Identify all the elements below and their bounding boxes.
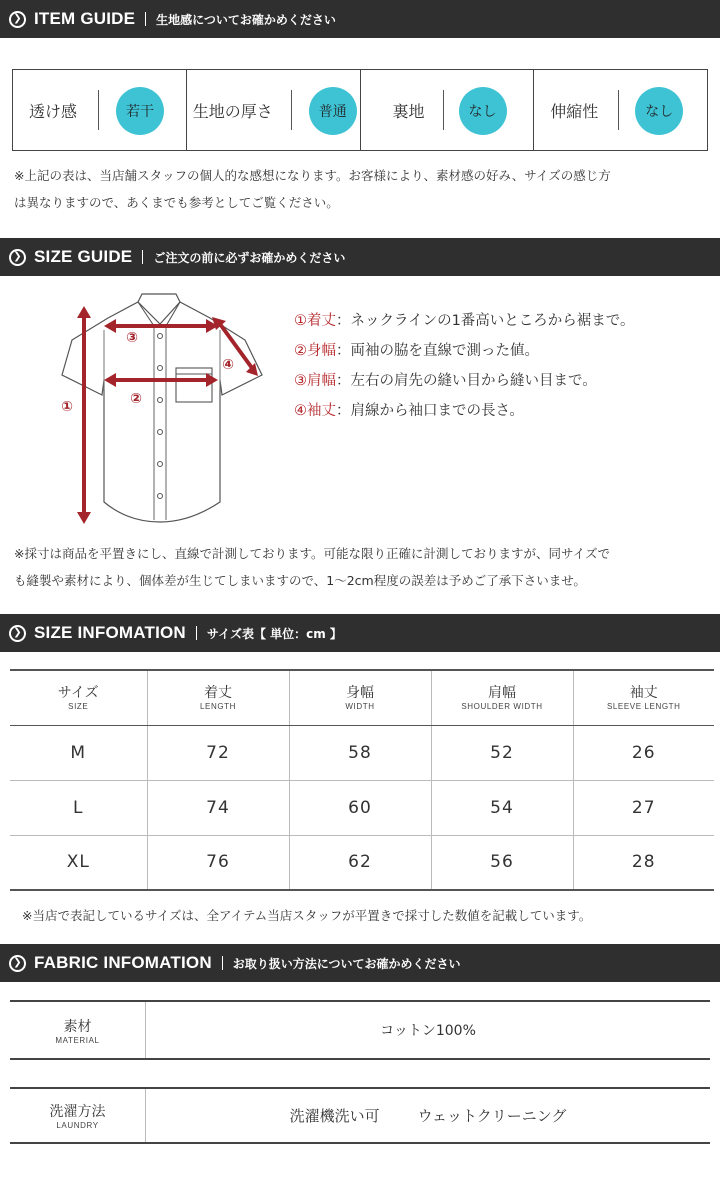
note-line: は異なりますので、あくまでも参考としてご覧ください。 — [14, 195, 339, 210]
sleeve-cell: 26 — [573, 725, 714, 780]
divider — [443, 90, 444, 130]
size-cell: M — [10, 725, 147, 780]
definition-item — [294, 306, 635, 336]
note-line: ※上記の表は、当店舗スタッフの個人的な感想になります。お客様により、素材感の好み、サイズの感じ方 — [14, 168, 611, 183]
chevron-right-icon: ❯ — [9, 11, 26, 28]
chevron-right-icon: ❯ — [9, 625, 26, 642]
table-row — [10, 725, 714, 780]
size-guide-header — [0, 238, 720, 276]
fabric-info-header — [0, 944, 720, 982]
divider — [196, 626, 197, 640]
size-info-header — [0, 614, 720, 652]
sleeve-cell: 28 — [573, 835, 714, 890]
size-guide-note — [14, 540, 610, 594]
section-subtitle: お取り扱い方法についてお確かめください — [232, 956, 461, 971]
section-subtitle: サイズ表【 単位：cm 】 — [206, 626, 342, 641]
item-guide-label: 伸縮性 — [550, 101, 599, 121]
laundry-value — [146, 1089, 710, 1142]
section-subtitle: ご注文の前に必ずお確かめください — [153, 250, 346, 265]
item-guide-cell — [187, 70, 361, 150]
definition-desc: ：左右の肩先の縫い目から縫い目まで。 — [336, 373, 597, 389]
marker-3: ③ — [126, 330, 138, 346]
item-guide-badge: 若干 — [116, 87, 164, 135]
item-guide-label: 裏地 — [392, 101, 425, 121]
column-header: 身幅 WIDTH — [289, 670, 431, 725]
item-guide-badge: なし — [635, 87, 683, 135]
laundry-header — [10, 1089, 146, 1142]
length-cell: 76 — [147, 835, 289, 890]
section-title: SIZE INFOMATION — [34, 623, 186, 642]
marker-1: ① — [61, 399, 73, 415]
definition-term: ③肩幅 — [294, 373, 336, 389]
laundry-label-en: LAUNDRY — [56, 1121, 99, 1130]
definition-item — [294, 336, 635, 366]
column-header: 着丈 LENGTH — [147, 670, 289, 725]
table-header-row — [10, 670, 714, 725]
item-guide-cell — [534, 70, 707, 150]
material-value: コットン100% — [380, 1023, 476, 1039]
note-line: ※採寸は商品を平置きにし、直線で計測しております。可能な限り正確に計測しておりますが、同サイズで — [14, 546, 610, 561]
definition-desc: ：両袖の脇を直線で測った値。 — [336, 343, 539, 359]
width-cell: 58 — [289, 725, 431, 780]
item-guide-badge: 普通 — [309, 87, 357, 135]
item-guide-badge: なし — [459, 87, 507, 135]
table-row — [10, 780, 714, 835]
shirt-diagram — [50, 290, 270, 530]
item-guide-cell — [13, 70, 187, 150]
column-header: サイズ SIZE — [10, 670, 147, 725]
definition-desc: ：ネックラインの1番高いところから裾まで。 — [336, 313, 635, 329]
shoulder-cell: 52 — [431, 725, 573, 780]
divider — [142, 250, 143, 264]
definition-item — [294, 396, 635, 426]
divider — [222, 956, 223, 970]
divider — [618, 90, 619, 130]
section-title: ITEM GUIDE — [34, 9, 136, 28]
column-header: 肩幅 SHOULDER WIDTH — [431, 670, 573, 725]
item-guide-note — [14, 162, 611, 216]
definition-term: ②身幅 — [294, 343, 336, 359]
column-header: 袖丈 SLEEVE LENGTH — [573, 670, 714, 725]
item-guide-label: 生地の厚さ — [192, 101, 273, 121]
definition-term: ①着丈 — [294, 313, 336, 329]
item-guide-cell — [361, 70, 535, 150]
material-row — [10, 1000, 710, 1060]
table-row — [10, 835, 714, 890]
marker-4: ④ — [222, 357, 234, 373]
definition-item — [294, 366, 635, 396]
chevron-right-icon: ❯ — [9, 249, 26, 266]
item-guide-table — [12, 69, 708, 151]
size-definitions — [294, 306, 635, 426]
material-label-en: MATERIAL — [55, 1035, 100, 1045]
section-subtitle: 生地感についてお確かめください — [156, 12, 336, 27]
section-title: FABRIC INFOMATION — [34, 953, 212, 972]
divider — [145, 12, 146, 26]
divider — [291, 90, 292, 130]
laundry-label: 洗濯方法 — [49, 1104, 106, 1120]
shoulder-cell: 54 — [431, 780, 573, 835]
width-cell: 60 — [289, 780, 431, 835]
note-line: も縫製や素材により、個体差が生じてしまいますので、1〜2cm程度の誤差は予めご了承下さいませ。 — [14, 573, 586, 588]
item-guide-label: 透け感 — [29, 101, 78, 121]
material-header — [10, 1002, 146, 1058]
item-guide-header — [0, 0, 720, 38]
material-label: 素材 — [63, 1018, 92, 1035]
marker-2: ② — [130, 391, 142, 407]
laundry-value-2: ウェットクリーニング — [417, 1107, 567, 1125]
width-cell: 62 — [289, 835, 431, 890]
size-table — [10, 669, 714, 891]
sleeve-cell: 27 — [573, 780, 714, 835]
chevron-right-icon: ❯ — [9, 955, 26, 972]
definition-desc: ：肩線から袖口までの長さ。 — [336, 403, 524, 419]
size-cell: XL — [10, 835, 147, 890]
laundry-value-1: 洗濯機洗い可 — [289, 1107, 380, 1125]
size-info-note: ※当店で表記しているサイズは、全アイテム当店スタッフが平置きで採寸した数値を記載しています。 — [22, 908, 592, 923]
length-cell: 72 — [147, 725, 289, 780]
section-title: SIZE GUIDE — [34, 247, 133, 266]
size-cell: L — [10, 780, 147, 835]
shoulder-cell: 56 — [431, 835, 573, 890]
definition-term: ④袖丈 — [294, 403, 336, 419]
laundry-row — [10, 1087, 710, 1144]
divider — [98, 90, 99, 130]
length-cell: 74 — [147, 780, 289, 835]
